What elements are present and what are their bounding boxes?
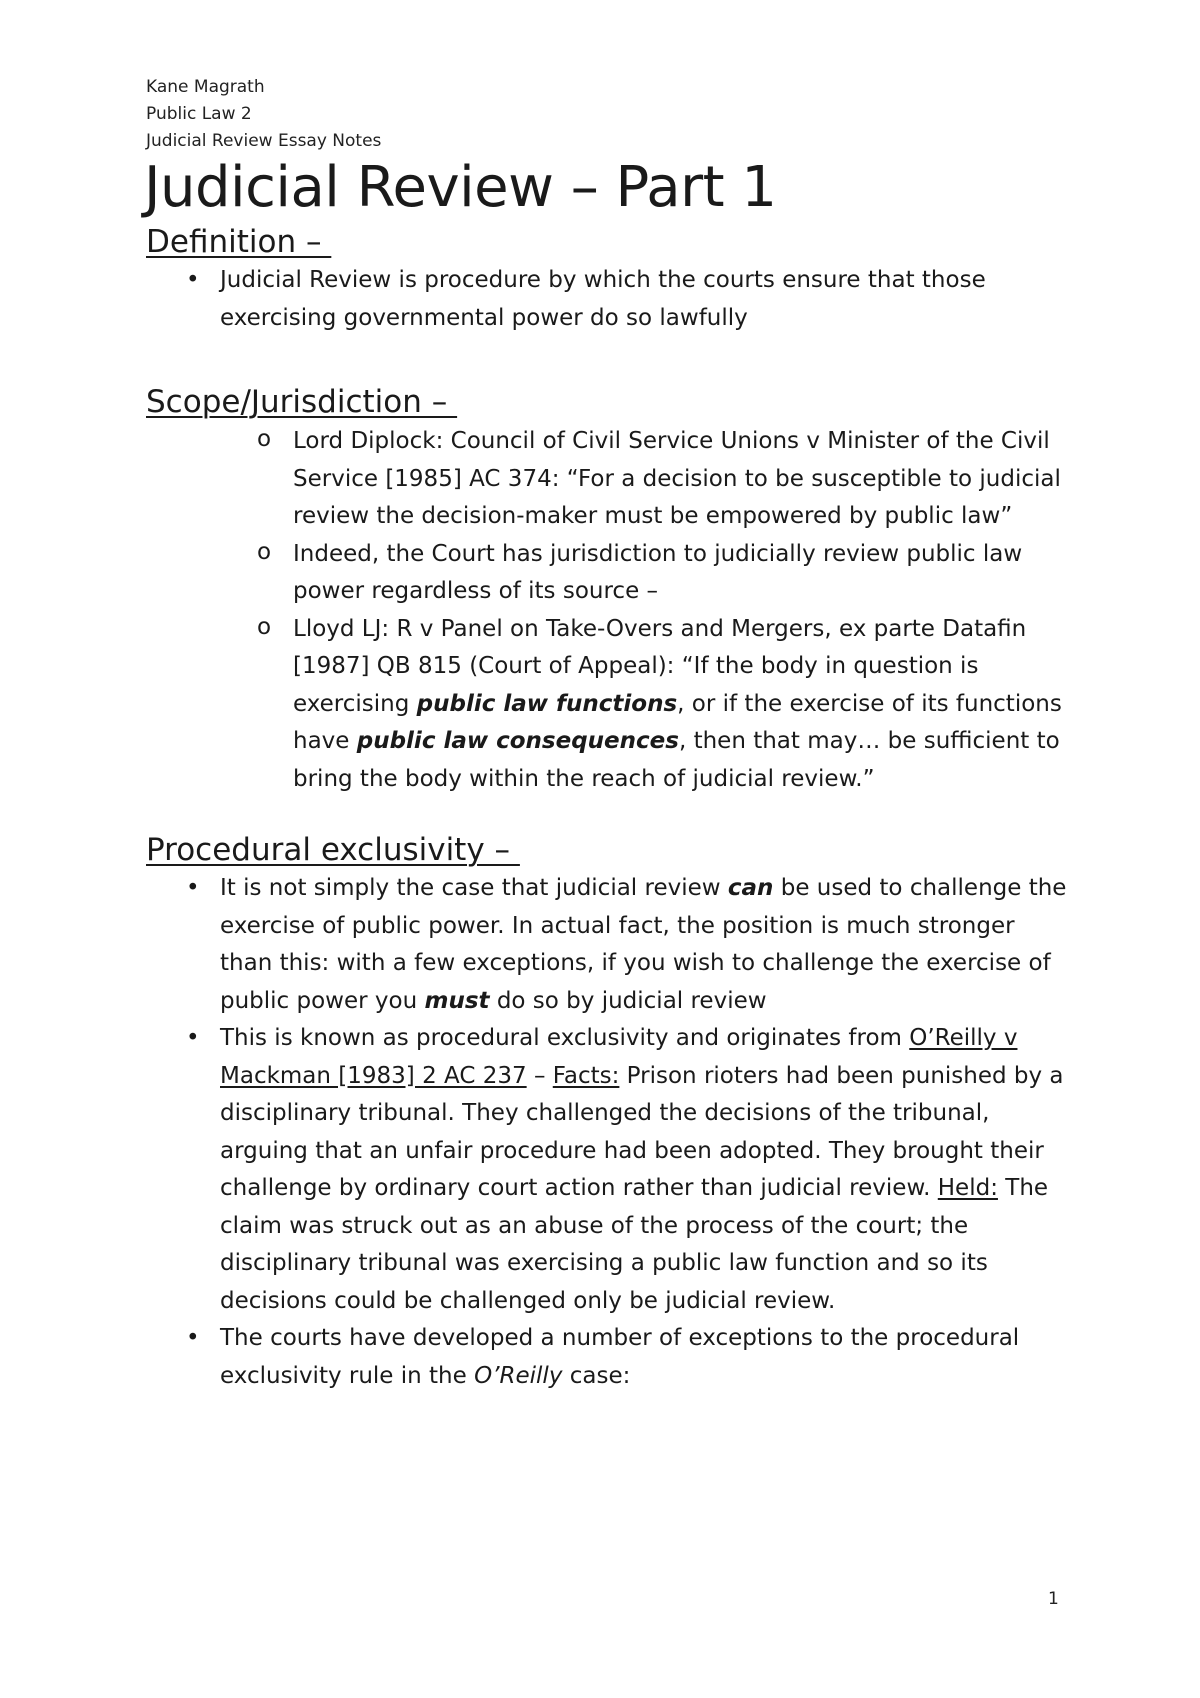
emphasis-public-law-consequences: public law consequences <box>356 728 679 754</box>
bullet-text: The claim was struck out as an abuse of the process of the court; the disciplinary tribunal was exercising a public law function and so its decisions could be challenged only be judicial review. <box>220 1175 1049 1314</box>
list-item <box>293 611 1083 799</box>
bullet-text: do so by judicial review <box>489 987 767 1014</box>
document-title: Judicial Review – Part 1 <box>144 155 777 220</box>
page-number: 1 <box>1048 1589 1059 1609</box>
bullet-text: be used to challenge the exercise of public power. In actual fact, the position is much stronger than this: with a few exceptions, if you wish to challenge the exercise of public power you <box>220 875 1067 1014</box>
case-name-italic: O’Reilly <box>474 1362 563 1389</box>
bullet-text: Prison rioters had been punished by a disciplinary tribunal. They challenged the decisions of the tribunal, arguing that an unfair procedure had been adopted. They brought their challenge by ordinary court action rather than judicial review. <box>220 1062 1064 1201</box>
datafin-text: , or if the exercise of its functions have <box>293 690 1062 754</box>
datafin-text: , then that may… be sufficient to bring the body within the reach of judicial review.” <box>293 728 1060 792</box>
procedural-list <box>220 870 1070 1395</box>
bullet-text: It is not simply the case that judicial review <box>220 875 728 901</box>
author-name: Kane Magrath <box>146 77 265 97</box>
definition-heading: Definition – <box>146 224 332 260</box>
list-item <box>220 1020 1070 1320</box>
facts-label: Facts: <box>552 1062 620 1089</box>
definition-list <box>220 262 1070 337</box>
list-item <box>220 1320 1070 1395</box>
datafin-text: Lloyd LJ: R v Panel on Take-Overs and Mergers, ex parte Datafin [1987] QB 815 (Court of Appeal): “If the body in question is exercising <box>293 615 1027 717</box>
scope-list <box>293 423 1083 798</box>
document-type: Judicial Review Essay Notes <box>146 131 382 151</box>
list-item: • Judicial Review is procedure by which the courts ensure that those exercising governmental power do so lawfully <box>220 262 1070 337</box>
emphasis-must: must <box>424 987 490 1014</box>
list-item <box>220 870 1070 1020</box>
list-item: o Indeed, the Court has jurisdiction to judicially review public law power regardless of its source – <box>293 536 1083 611</box>
list-item: o Lord Diplock: Council of Civil Service Unions v Minister of the Civil Service [1985] AC 374: “For a decision to be susceptible to judicial review the decision-maker must be empowered by public law” <box>293 423 1083 536</box>
bullet-text: – <box>526 1062 553 1089</box>
document-header <box>146 74 381 155</box>
emphasis-can: can <box>727 875 774 901</box>
emphasis-public-law-functions: public law functions <box>416 690 678 717</box>
bullet-text: case: <box>562 1362 631 1389</box>
held-label: Held: <box>937 1175 998 1201</box>
procedural-exclusivity-heading: Procedural exclusivity – <box>146 832 520 868</box>
scope-heading: Scope/Jurisdiction – <box>146 384 458 420</box>
course-name: Public Law 2 <box>146 104 252 124</box>
case-citation: O’Reilly v Mackman [1983] 2 AC 237 <box>220 1025 1018 1089</box>
bullet-text: This is known as procedural exclusivity and originates from <box>220 1025 910 1051</box>
bullet-text: The courts have developed a number of exceptions to the procedural exclusivity rule in the <box>220 1325 1020 1389</box>
